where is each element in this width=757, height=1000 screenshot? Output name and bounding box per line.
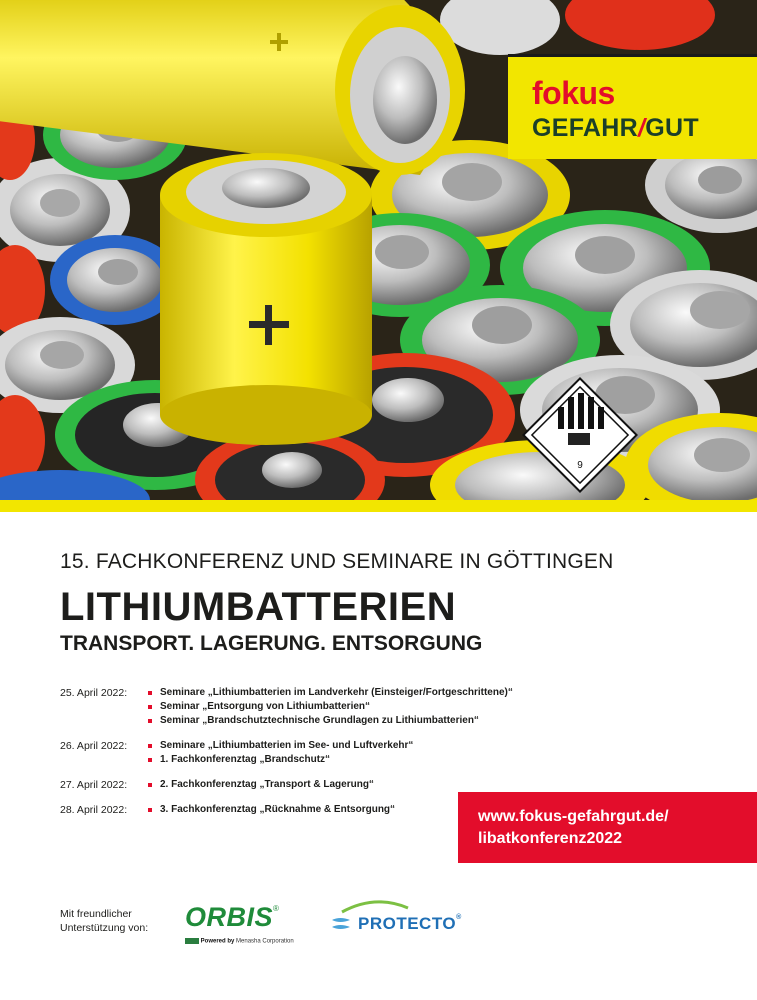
- schedule-event: 3. Fachkonferenztag „Rücknahme & Entsorgung“: [148, 803, 620, 817]
- bullet-icon: [148, 719, 152, 723]
- conference-title: LITHIUMBATTERIEN: [60, 585, 457, 629]
- menasha-icon: [185, 938, 199, 944]
- orbis-powered-by: Powered by Menasha Corporation: [185, 938, 294, 945]
- conference-subtitle: 15. FACHKONFERENZ UND SEMINARE IN GÖTTINGEN: [60, 550, 614, 573]
- bullet-icon: [148, 691, 152, 695]
- hazard-label-number: 9: [577, 460, 583, 471]
- bullet-icon: [148, 808, 152, 812]
- logo-gefahrgut: GEFAHR/GUT: [532, 114, 699, 142]
- orbis-logo: ORBIS® Powered by Menasha Corporation: [185, 902, 294, 945]
- logo-fokus: fokus: [532, 75, 615, 111]
- url-line-1: www.fokus-gefahrgut.de/: [478, 808, 669, 825]
- schedule-date: 26. April 2022:: [60, 740, 128, 752]
- bullet-icon: [148, 758, 152, 762]
- bullet-icon: [148, 705, 152, 709]
- battery-standing: [160, 153, 372, 445]
- schedule-day: [60, 778, 620, 792]
- yellow-divider: [0, 500, 757, 512]
- schedule-date: 25. April 2022:: [60, 687, 128, 699]
- schedule-event: Seminar „Brandschutztechnische Grundlagen zu Lithiumbatterien“: [148, 714, 620, 728]
- schedule-date: 28. April 2022:: [60, 804, 128, 816]
- bullet-icon: [148, 783, 152, 787]
- conference-tagline: TRANSPORT. LAGERUNG. ENTSORGUNG: [60, 632, 483, 655]
- protecto-logo: PROTECTO®: [330, 898, 480, 943]
- schedule-event: Seminare „Lithiumbatterien im See- und Luftverkehr“: [148, 739, 620, 753]
- conference-url-link[interactable]: [458, 792, 757, 863]
- schedule-event: Seminare „Lithiumbatterien im Landverkehr (Einsteiger/Fortgeschrittene)“: [148, 686, 620, 700]
- fokus-gefahrgut-logo: [508, 54, 757, 159]
- schedule-day: [60, 739, 620, 767]
- schedule-date: 27. April 2022:: [60, 779, 128, 791]
- schedule-day: [60, 686, 620, 728]
- schedule-event: Seminar „Entsorgung von Lithiumbatterien“: [148, 700, 620, 714]
- schedule-event: 2. Fachkonferenztag „Transport & Lagerung“: [148, 778, 620, 792]
- schedule-event: 1. Fachkonferenztag „Brandschutz“: [148, 753, 620, 767]
- support-text: Mit freundlicher Unterstützung von:: [60, 908, 149, 934]
- url-line-2: libatkonferenz2022: [478, 830, 623, 847]
- bullet-icon: [148, 744, 152, 748]
